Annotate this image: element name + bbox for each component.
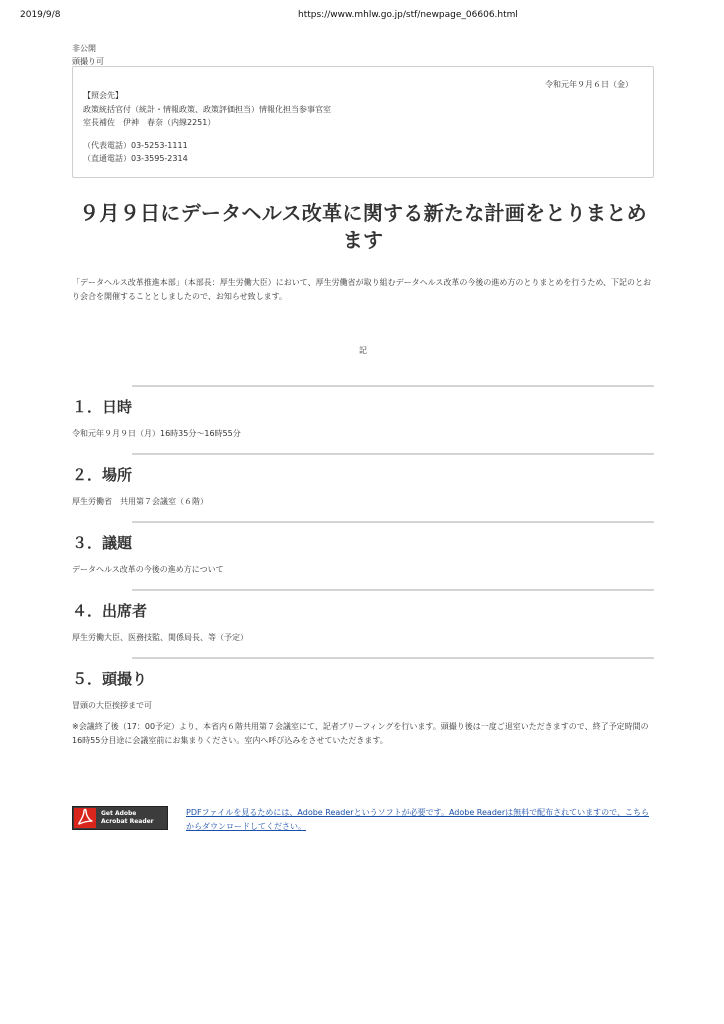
section-divider [132,589,654,591]
section-body: 冒頭の大臣挨拶まで可 [72,701,152,710]
adobe-reader-download-link[interactable]: PDFファイルを見るためには、Adobe Readerというソフトが必要です。Adobe Readerは無料で配布されていますので、こちらからダウンロードしてください。 [186,808,649,831]
print-url: https://www.mhlw.go.jp/stf/newpage_06606.html [298,10,518,20]
contact-details [83,89,331,166]
section-body: データヘルス改革の今後の進め方について [72,565,224,574]
contact-direct-phone: （直通電話）03-3595-2314 [83,154,188,163]
ki-marker: 記 [359,346,367,355]
section-divider [132,385,654,387]
contact-department: 政策統括官付（統計・情報政策、政策評価担当）情報化担当参事官室 [83,104,331,114]
print-date: 2019/9/8 [20,10,61,20]
section-heading: １．日時 [72,398,133,416]
contact-person: 室長補佐 伊神 春奈（内線2251） [83,118,216,127]
tag-private: 非公開 [72,44,96,53]
section-body: 厚生労働省 共用第７会議室（６階） [72,497,208,506]
disclosure-tags [72,42,104,68]
section-divider [132,521,654,523]
tag-photo-allowed: 頭撮り可 [72,57,104,66]
contact-box [72,66,654,178]
section-body: 厚生労働大臣、医務技監、関係局長、等（予定） [72,633,248,642]
adobe-pdf-icon [74,808,96,828]
section-body: 令和元年９月９日（月）16時35分～16時55分 [72,429,241,438]
section-heading: ３．議題 [72,534,133,552]
contact-main-phone: （代表電話）03-5253-1111 [83,140,188,150]
print-header [0,10,724,24]
adobe-badge-line1: Get Adobe [101,810,137,817]
section-divider [132,657,654,659]
section-heading: ４．出席者 [72,602,148,620]
contact-heading: 【照会先】 [83,91,123,100]
section-heading: ５．頭撮り [72,670,148,688]
get-adobe-reader-button[interactable] [72,806,168,830]
adobe-badge-label [101,810,154,826]
briefing-note: ※会議終了後（17：00予定）より、本省内６階共用第７会議室にて、記者ブリーフィングを行います。頭撮り後は一度ご退室いただきますので、終了予定時間の16時55分目途に会議室前にお集まりください。室内へ呼び込みをさせていただきます。 [72,722,649,745]
release-date: 令和元年９月６日（金） [545,80,633,89]
section-divider [132,453,654,455]
section-heading: ２．場所 [72,466,133,484]
page-title: ９月９日にデータヘルス改革に関する新たな計画をとりまとめます [79,201,647,252]
adobe-badge-line2: Acrobat Reader [101,818,154,825]
intro-paragraph: 「データヘルス改革推進本部」（本部長：厚生労働大臣）において、厚生労働省が取り組むデータヘルス改革の今後の進め方のとりまとめを行うため、下記のとおり会合を開催することとしましたので、お知らせ致します。 [72,278,652,301]
